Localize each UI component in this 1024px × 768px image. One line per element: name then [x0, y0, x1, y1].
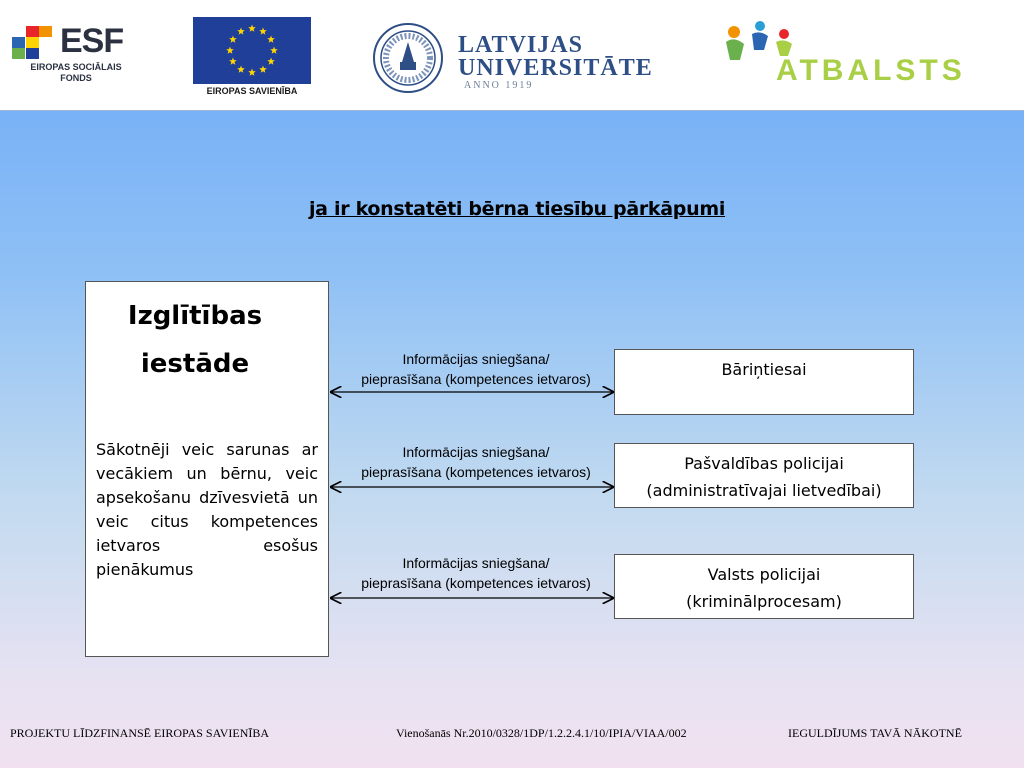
target-node-2 [614, 443, 914, 508]
esf-wordmark: ESF [60, 22, 124, 60]
esf-logo [12, 20, 142, 90]
edge-label-3-line2: pieprasīšana (kompetences ietvaros) [361, 575, 591, 591]
eu-flag-icon [193, 17, 311, 84]
university-name-line1: LATVIJAS [458, 32, 583, 58]
source-node-description: Sākotnēji veic sarunas ar vecākiem un bērnu, veic apsekošanu dzīvesvietā un veic citus kompetences ietvaros esošus pienākumus [96, 440, 318, 579]
target-node-3-line1: Valsts policijai [707, 565, 821, 584]
atbalsts-logo [722, 20, 992, 92]
target-node-2-line1: Pašvaldības policijai [684, 454, 844, 473]
university-logo [372, 22, 682, 94]
university-year: ANNO 1919 [464, 80, 534, 91]
logo-bar [0, 0, 1024, 111]
edge-label-1-line2: pieprasīšana (kompetences ietvaros) [361, 371, 591, 387]
edge-label-2-line1: Informācijas sniegšana/ [402, 444, 550, 460]
page-title: ja ir konstatēti bērna tiesību pārkāpumi [308, 198, 726, 220]
edge-label-1 [328, 349, 624, 389]
eu-caption: EIROPAS SAVIENĪBA [206, 86, 298, 96]
edge-label-1-line1: Informācijas sniegšana/ [402, 351, 550, 367]
target-node-1 [614, 349, 914, 415]
footer-cofinance-text: PROJEKTU LĪDZFINANSĒ EIROPAS SAVIENĪBA [10, 726, 270, 740]
esf-subtitle: EIROPAS SOCIĀLAIS FONDS [30, 62, 122, 83]
edge-label-2-line2: pieprasīšana (kompetences ietvaros) [361, 464, 591, 480]
source-node [85, 281, 329, 657]
target-node-3 [614, 554, 914, 619]
edge-label-3 [328, 553, 624, 593]
target-node-1-line1: Bāriņtiesai [721, 360, 807, 379]
target-node-2-line2: (administratīvajai lietvedībai) [646, 481, 882, 500]
target-node-3-line2: (kriminālprocesam) [686, 592, 842, 611]
university-seal-icon [372, 22, 444, 94]
eu-logo [190, 17, 314, 100]
atbalsts-wordmark: ATBALSTS [776, 54, 966, 87]
footer-agreement-number: Vienošanās Nr.2010/0328/1DP/1.2.2.4.1/10/IPIA/VIAA/002 [396, 726, 687, 740]
edge-label-3-line1: Informācijas sniegšana/ [402, 555, 550, 571]
edge-label-2 [328, 442, 624, 482]
footer-slogan: IEGULDĪJUMS TAVĀ NĀKOTNĒ [788, 726, 962, 740]
university-name-line2: UNIVERSITĀTE [458, 55, 653, 81]
source-node-title: Izglītības iestāde [127, 301, 263, 379]
esf-mark-icon [12, 26, 54, 62]
